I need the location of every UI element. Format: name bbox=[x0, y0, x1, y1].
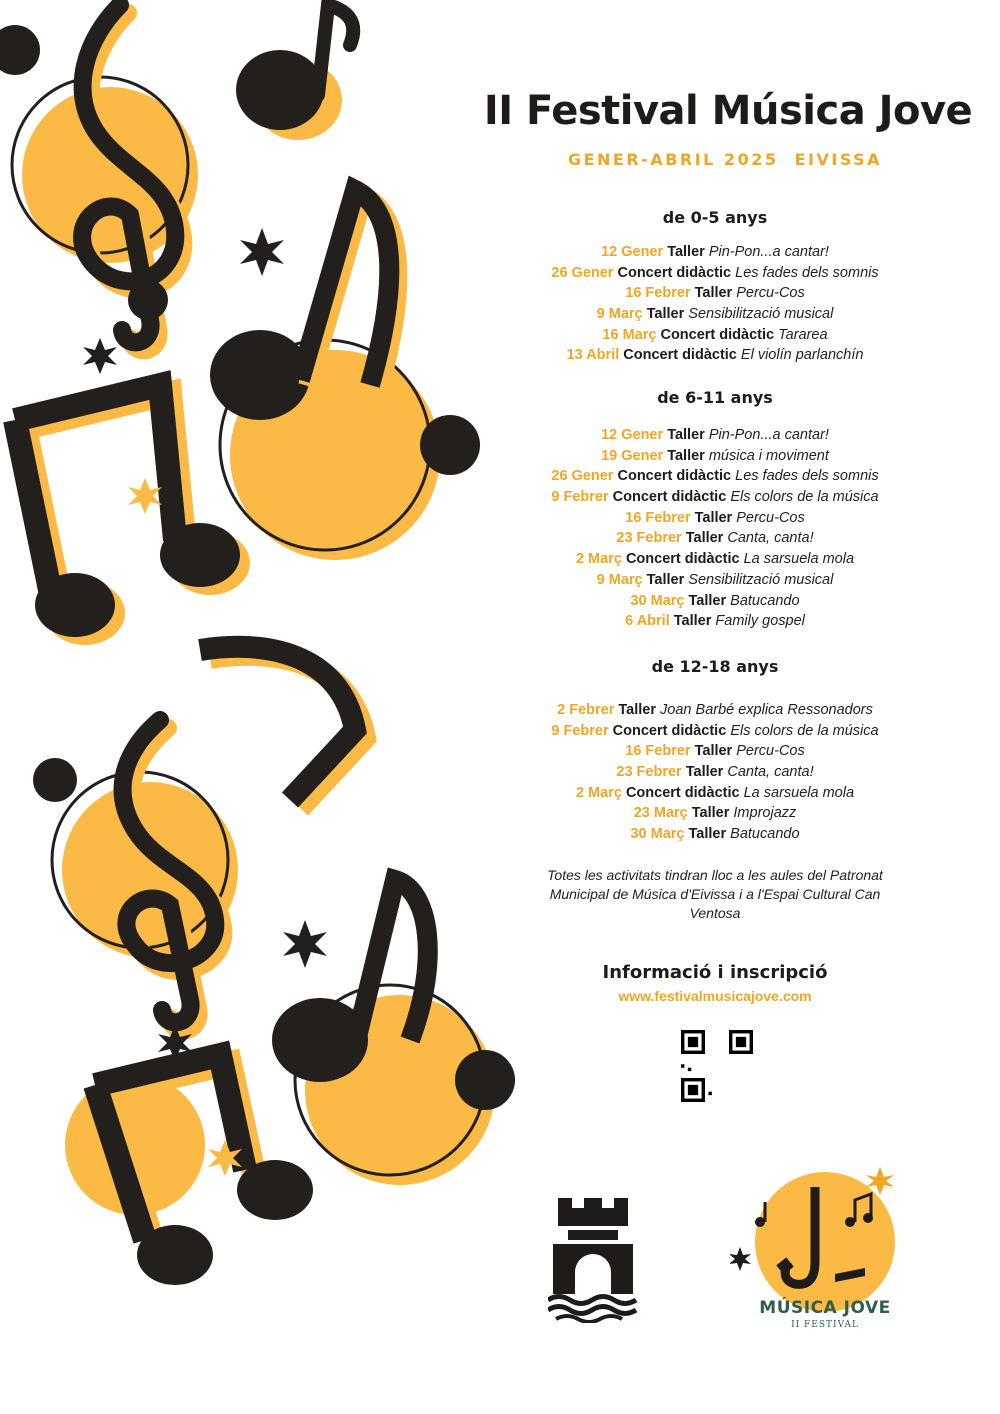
activity-date: 13 Abril bbox=[566, 347, 620, 364]
treble-clef-top-icon bbox=[12, 5, 198, 350]
activity-date: 9 Març bbox=[596, 571, 643, 588]
activity-date: 2 Març bbox=[575, 784, 622, 801]
dot-icon bbox=[33, 758, 77, 802]
activity-item bbox=[430, 345, 1000, 366]
activity-name: Improjazz bbox=[733, 805, 797, 822]
activity-type: Concert didàctic bbox=[617, 468, 732, 485]
treble-clef-bottom-icon bbox=[52, 720, 238, 1030]
activity-item bbox=[430, 783, 1000, 804]
activity-date: 23 Març bbox=[633, 805, 688, 822]
activity-item bbox=[430, 721, 1000, 742]
activity-date: 9 Febrer bbox=[551, 722, 609, 739]
activity-name: música i moviment bbox=[708, 447, 829, 464]
activity-date: 2 Febrer bbox=[557, 702, 615, 718]
activity-item bbox=[430, 824, 1000, 845]
section-heading-12-18: de 12-18 anys bbox=[651, 657, 779, 676]
activity-date: 2 Març bbox=[575, 551, 622, 568]
activity-name: Batucando bbox=[730, 592, 800, 609]
poster-content bbox=[430, 0, 1000, 1414]
dot-icon bbox=[0, 25, 40, 75]
activity-type: Taller bbox=[685, 764, 724, 781]
activity-item bbox=[430, 446, 1000, 467]
activity-item bbox=[430, 549, 1000, 570]
activity-type: Taller bbox=[688, 826, 727, 843]
activity-name: Percu-Cos bbox=[736, 285, 805, 302]
activity-date: 16 Febrer bbox=[625, 509, 691, 526]
activity-list-0-5 bbox=[430, 242, 1000, 366]
activity-date: 9 Març bbox=[596, 306, 643, 323]
qr-code-icon[interactable] bbox=[681, 1030, 753, 1102]
activity-name: Percu-Cos bbox=[736, 509, 805, 526]
activity-item bbox=[430, 591, 1000, 612]
activity-item bbox=[430, 466, 1000, 487]
venue-note: Totes les activitats tindran lloc a les aules del Patronat Municipal de Música d'Eivissa i a l'Espai Cultural Can Ventosa bbox=[547, 867, 883, 921]
activity-name: Pin-Pon...a cantar! bbox=[708, 427, 829, 443]
activity-item bbox=[430, 242, 1000, 263]
activity-item bbox=[430, 528, 1000, 549]
activity-name: Sensibilització musical bbox=[688, 306, 834, 323]
beamed-notes-left-icon bbox=[15, 385, 250, 645]
activity-date: 30 Març bbox=[630, 592, 685, 609]
activity-name: Pin-Pon...a cantar! bbox=[708, 244, 829, 260]
section-heading-0-5: de 0-5 anys bbox=[662, 208, 768, 227]
activity-name: Les fades dels somnis bbox=[735, 468, 879, 485]
activity-name: Tararea bbox=[778, 326, 828, 343]
activity-name: Family gospel bbox=[715, 613, 805, 630]
activity-item bbox=[430, 487, 1000, 508]
activity-name: Els colors de la música bbox=[730, 722, 879, 739]
activity-date: 12 Gener bbox=[601, 244, 664, 260]
activity-date: 12 Gener bbox=[601, 427, 664, 443]
activity-list-6-11 bbox=[430, 425, 1000, 632]
activity-type: Taller bbox=[667, 427, 705, 443]
logo-name: MÚSICA JOVE bbox=[759, 1298, 891, 1318]
activity-item bbox=[430, 611, 1000, 632]
activity-type: Taller bbox=[673, 613, 712, 630]
activity-name: Els colors de la música bbox=[730, 489, 879, 506]
activity-name: Sensibilització musical bbox=[688, 571, 834, 588]
website-link[interactable]: www.festivalmusicajove.com bbox=[618, 988, 812, 1004]
star-accent-icon bbox=[128, 478, 162, 514]
page-title: II Festival Música Jove bbox=[483, 88, 973, 134]
activity-item bbox=[430, 304, 1000, 325]
activity-type: Taller bbox=[688, 592, 727, 609]
activity-name: La sarsuela mola bbox=[743, 551, 855, 568]
activity-item bbox=[430, 700, 1000, 721]
activity-item bbox=[430, 762, 1000, 783]
activity-item bbox=[430, 283, 1000, 304]
activity-name: Les fades dels somnis bbox=[735, 264, 879, 281]
beamed-notes-bottom-icon bbox=[65, 1055, 313, 1285]
activity-name: Percu-Cos bbox=[736, 743, 805, 760]
activity-date: 26 Gener bbox=[551, 264, 614, 281]
activity-date: 16 Febrer bbox=[625, 743, 691, 760]
dates-location: GENER-ABRIL 2025 EIVISSA bbox=[567, 150, 883, 169]
activity-type: Taller bbox=[618, 702, 657, 718]
activity-item bbox=[430, 425, 1000, 446]
activity-date: 19 Gener bbox=[601, 447, 664, 464]
city-crest-castle-icon bbox=[548, 1198, 638, 1323]
activity-name: La sarsuela mola bbox=[743, 784, 855, 801]
flag-note-bottom-icon bbox=[200, 647, 365, 808]
activity-date: 16 Febrer bbox=[625, 285, 691, 302]
activity-date: 16 Març bbox=[602, 326, 657, 343]
info-heading: Informació i inscripció bbox=[602, 962, 828, 983]
activity-type: Concert didàctic bbox=[660, 326, 775, 343]
activity-type: Taller bbox=[685, 530, 724, 547]
activity-name: Canta, canta! bbox=[727, 530, 814, 547]
activity-item bbox=[430, 508, 1000, 529]
activity-name: El violín parlanchín bbox=[740, 347, 864, 364]
activity-date: 9 Febrer bbox=[551, 489, 609, 506]
activity-date: 26 Gener bbox=[551, 468, 614, 485]
logo-edition: II FESTIVAL bbox=[791, 1320, 859, 1330]
activity-type: Taller bbox=[667, 447, 705, 464]
activity-date: 23 Febrer bbox=[616, 764, 682, 781]
activity-type: Concert didàctic bbox=[623, 347, 737, 364]
activity-item bbox=[430, 741, 1000, 762]
activity-type: Taller bbox=[646, 571, 685, 588]
activity-type: Taller bbox=[694, 285, 733, 302]
activity-item bbox=[430, 325, 1000, 346]
activity-type: Concert didàctic bbox=[612, 489, 727, 506]
activity-type: Concert didàctic bbox=[612, 722, 727, 739]
activity-item bbox=[430, 803, 1000, 824]
activity-type: Taller bbox=[667, 244, 705, 260]
activity-type: Taller bbox=[646, 306, 685, 323]
musica-jove-logo bbox=[730, 1152, 920, 1342]
activity-date: 23 Febrer bbox=[616, 530, 682, 547]
activity-type: Concert didàctic bbox=[625, 551, 740, 568]
activity-type: Concert didàctic bbox=[617, 264, 732, 281]
activity-list-12-18 bbox=[430, 700, 1000, 845]
eighth-note-top-right-icon bbox=[236, 5, 353, 140]
activity-name: Joan Barbé explica Ressonadors bbox=[660, 702, 873, 718]
activity-type: Taller bbox=[691, 805, 730, 822]
section-heading-6-11: de 6-11 anys bbox=[657, 388, 773, 407]
activity-date: 30 Març bbox=[630, 826, 685, 843]
activity-type: Taller bbox=[694, 743, 733, 760]
activity-item bbox=[430, 263, 1000, 284]
activity-type: Taller bbox=[694, 509, 733, 526]
activity-type: Concert didàctic bbox=[625, 784, 740, 801]
activity-item bbox=[430, 570, 1000, 591]
activity-name: Batucando bbox=[730, 826, 800, 843]
activity-date: 6 Abril bbox=[625, 613, 670, 630]
activity-name: Canta, canta! bbox=[727, 764, 814, 781]
